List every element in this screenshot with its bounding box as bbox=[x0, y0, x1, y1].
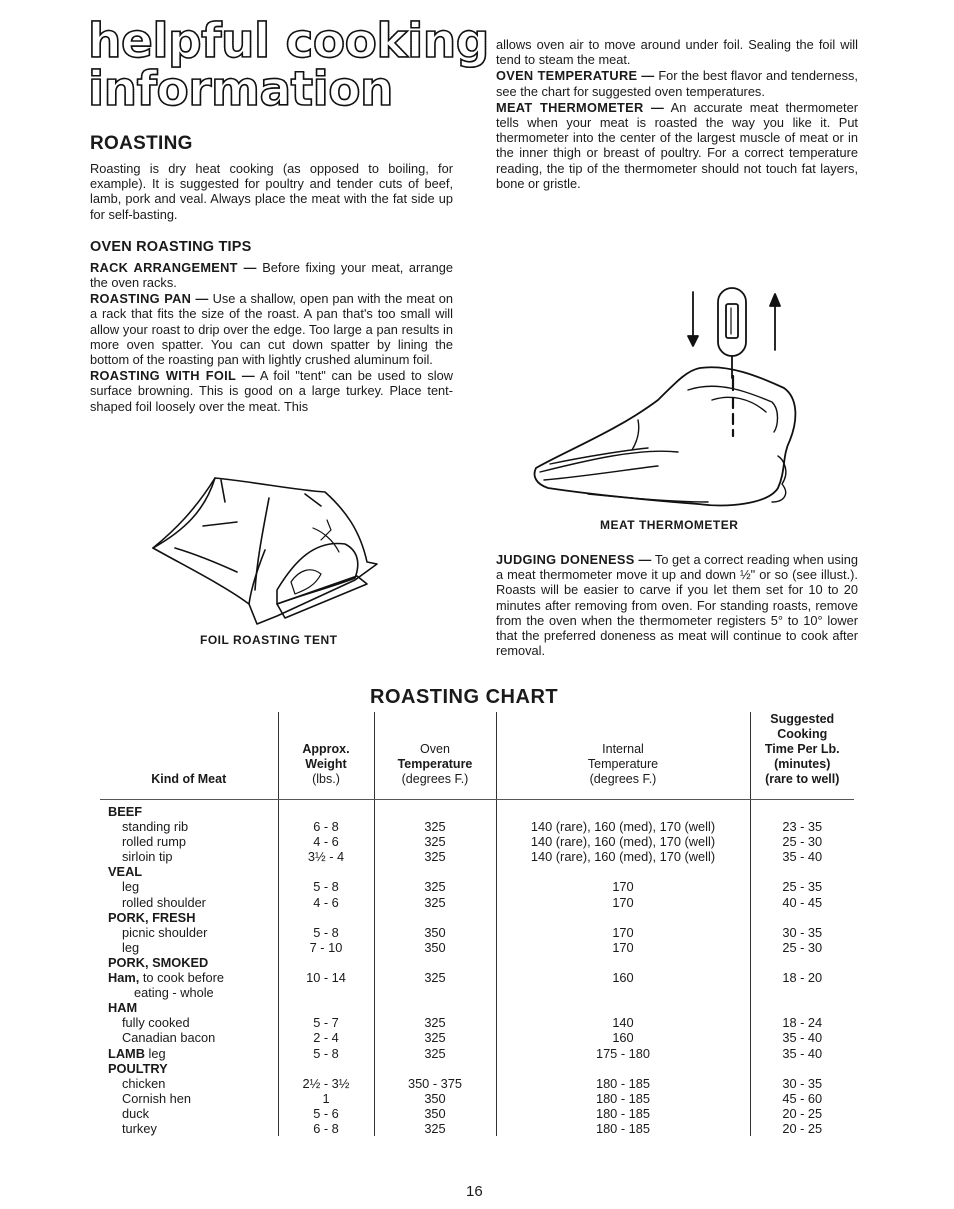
table-row bbox=[100, 819, 854, 834]
table-row bbox=[100, 1076, 854, 1091]
table-row bbox=[100, 1046, 854, 1061]
cell-time: 25 - 35 bbox=[750, 879, 854, 894]
cell-weight: 6 - 8 bbox=[278, 1121, 374, 1136]
cell-weight bbox=[278, 1000, 374, 1015]
cell-internal bbox=[496, 800, 750, 820]
roasting-chart-table bbox=[100, 712, 854, 1136]
cell-oven bbox=[374, 800, 496, 820]
pan-label: ROASTING PAN — bbox=[90, 291, 209, 307]
cell-weight: 5 - 8 bbox=[278, 1046, 374, 1061]
cell-kind: BEEF bbox=[108, 804, 143, 819]
cell-time: 18 - 24 bbox=[750, 1015, 854, 1030]
arrow-up-icon bbox=[770, 294, 780, 306]
table-row bbox=[100, 1121, 854, 1136]
cell-oven bbox=[374, 864, 496, 879]
cell-oven: 325 bbox=[374, 849, 496, 864]
cell-kind bbox=[100, 970, 278, 985]
cell-weight: 4 - 6 bbox=[278, 895, 374, 910]
foil-text: A foil "tent" can be used to slow surface browning. This is good on a large turkey. Place tent-shaped foil loosely over the meat. This bbox=[90, 368, 453, 414]
cell-internal: 180 - 185 bbox=[496, 1106, 750, 1121]
cell-kind bbox=[100, 1046, 278, 1061]
cell-time bbox=[750, 1000, 854, 1015]
cell-oven: 325 bbox=[374, 834, 496, 849]
cell-weight: 7 - 10 bbox=[278, 940, 374, 955]
table-row bbox=[100, 800, 854, 820]
thermo-text: An accurate meat thermometer tells when your meat is roasted the way you like it. Put thermometer into the center of the largest muscle of meat or in the inner thigh or breast of poultry. For a correct temperature reading, the tip of the thermometer should not touch fat layers, bone or gristle. bbox=[496, 99, 858, 191]
cell-time: 20 - 25 bbox=[750, 1106, 854, 1121]
cell-oven: 350 bbox=[374, 925, 496, 940]
header-kind: Kind of Meat bbox=[100, 712, 278, 800]
temp-text: For the best flavor and tenderness, see the chart for suggested oven temperatures. bbox=[496, 68, 858, 99]
foil-tent-caption: FOIL ROASTING TENT bbox=[200, 633, 338, 647]
cell-internal bbox=[496, 910, 750, 925]
table-row bbox=[100, 955, 854, 970]
cell-weight: 5 - 6 bbox=[278, 1106, 374, 1121]
cell-weight bbox=[278, 910, 374, 925]
table-row bbox=[100, 1015, 854, 1030]
header-time: Suggested Cooking Time Per Lb. (minutes) (rare to well) bbox=[750, 712, 854, 800]
table-row bbox=[100, 1061, 854, 1076]
cell-weight bbox=[278, 1061, 374, 1076]
cell-weight: 5 - 7 bbox=[278, 1015, 374, 1030]
pan-paragraph bbox=[90, 291, 453, 367]
table-row bbox=[100, 895, 854, 910]
cell-time: 25 - 30 bbox=[750, 940, 854, 955]
cell-kind: fully cooked bbox=[122, 1015, 190, 1031]
table-row bbox=[100, 985, 854, 1000]
done-label: JUDGING DONENESS — bbox=[496, 552, 652, 567]
cell-time: 18 - 20 bbox=[750, 970, 854, 985]
foil-paragraph bbox=[90, 368, 453, 414]
cell-time: 30 - 35 bbox=[750, 925, 854, 940]
cell-time: 23 - 35 bbox=[750, 819, 854, 834]
chart-title: ROASTING CHART bbox=[370, 686, 559, 708]
cell-internal bbox=[496, 1061, 750, 1076]
roasting-heading: ROASTING bbox=[90, 133, 193, 154]
table-row bbox=[100, 834, 854, 849]
cell-weight: 10 - 14 bbox=[278, 970, 374, 985]
meat-thermometer-illustration bbox=[528, 280, 818, 520]
cell-oven: 350 bbox=[374, 1091, 496, 1106]
cell-kind: Cornish hen bbox=[122, 1090, 192, 1106]
cell-internal: 180 - 185 bbox=[496, 1076, 750, 1091]
cell-internal: 140 (rare), 160 (med), 170 (well) bbox=[496, 834, 750, 849]
cell-kind: POULTRY bbox=[108, 1060, 168, 1076]
cell-time: 25 - 30 bbox=[750, 834, 854, 849]
cell-time bbox=[750, 955, 854, 970]
page-title bbox=[88, 14, 489, 117]
cell-weight: 4 - 6 bbox=[278, 834, 374, 849]
cell-time: 35 - 40 bbox=[750, 849, 854, 864]
cell-internal: 180 - 185 bbox=[496, 1091, 750, 1106]
table-row bbox=[100, 864, 854, 879]
page-title-line1: helpful cooking bbox=[88, 14, 489, 69]
cell-time: 20 - 25 bbox=[750, 1121, 854, 1136]
cell-kind: standing rib bbox=[122, 819, 189, 835]
cell-kind: leg bbox=[122, 939, 140, 955]
cell-kind: duck bbox=[122, 1105, 150, 1121]
cell-internal bbox=[496, 1000, 750, 1015]
cell-oven: 350 - 375 bbox=[374, 1076, 496, 1091]
cell-oven bbox=[374, 985, 496, 1000]
cell-time: 35 - 40 bbox=[750, 1046, 854, 1061]
row-kind-label: LAMB leg bbox=[108, 1045, 166, 1061]
thermo-label: MEAT THERMOMETER — bbox=[496, 99, 665, 115]
cell-internal: 140 bbox=[496, 1015, 750, 1030]
cell-kind: sirloin tip bbox=[122, 849, 173, 865]
cell-kind: rolled shoulder bbox=[122, 894, 206, 910]
table-row bbox=[100, 1030, 854, 1045]
cell-oven: 325 bbox=[374, 879, 496, 894]
tips-heading: OVEN ROASTING TIPS bbox=[90, 238, 252, 255]
cell-kind: eating - whole bbox=[134, 985, 214, 1001]
cell-internal: 175 - 180 bbox=[496, 1046, 750, 1061]
cell-internal: 160 bbox=[496, 970, 750, 985]
table-row bbox=[100, 910, 854, 925]
cell-internal bbox=[496, 955, 750, 970]
pan-text: Use a shallow, open pan with the meat on a rack that fits the size of the roast. A pan that's too small will allow your roast to drip over the edge. Too large a pan results in more oven spatter. You can cut down spatter by lining the bottom of the roasting pan with lightly crushed aluminum foil. bbox=[90, 291, 453, 368]
cell-internal: 160 bbox=[496, 1030, 750, 1045]
cell-oven: 325 bbox=[374, 819, 496, 834]
header-internal: Internal Temperature (degrees F.) bbox=[496, 712, 750, 800]
table-row bbox=[100, 970, 854, 985]
cell-weight: 6 - 8 bbox=[278, 819, 374, 834]
cell-internal bbox=[496, 864, 750, 879]
arrow-down-icon bbox=[688, 336, 698, 346]
cell-time bbox=[750, 910, 854, 925]
cell-weight bbox=[278, 800, 374, 820]
rack-paragraph bbox=[90, 260, 453, 290]
page-number: 16 bbox=[466, 1183, 483, 1200]
cell-internal: 170 bbox=[496, 895, 750, 910]
roasting-intro: Roasting is dry heat cooking (as opposed to boiling, for example). It is suggested for poultry and tender cuts of beef, lamb, pork and veal. Always place the meat with the fat side up for self-basting. bbox=[90, 161, 453, 222]
cell-oven bbox=[374, 955, 496, 970]
right-column bbox=[496, 37, 858, 191]
cell-kind: turkey bbox=[122, 1120, 157, 1136]
cell-kind: PORK, SMOKED bbox=[108, 954, 209, 970]
cell-oven: 325 bbox=[374, 1121, 496, 1136]
table-row bbox=[100, 940, 854, 955]
cell-kind: PORK, FRESH bbox=[108, 909, 196, 925]
cell-kind: Canadian bacon bbox=[122, 1030, 216, 1046]
header-weight: Approx. Weight (lbs.) bbox=[278, 712, 374, 800]
cell-oven: 350 bbox=[374, 940, 496, 955]
cell-time: 35 - 40 bbox=[750, 1030, 854, 1045]
cell-oven bbox=[374, 910, 496, 925]
cell-oven: 350 bbox=[374, 1106, 496, 1121]
table-row bbox=[100, 879, 854, 894]
table-row bbox=[100, 1000, 854, 1015]
cell-time bbox=[750, 800, 854, 820]
cell-internal: 170 bbox=[496, 940, 750, 955]
cell-time bbox=[750, 1061, 854, 1076]
table-row bbox=[100, 925, 854, 940]
table-body bbox=[100, 800, 854, 1137]
table-header-row bbox=[100, 712, 854, 800]
cell-kind: VEAL bbox=[108, 864, 143, 880]
cell-weight: 1 bbox=[278, 1091, 374, 1106]
cell-kind: rolled rump bbox=[122, 834, 187, 850]
cell-weight bbox=[278, 864, 374, 879]
cell-oven bbox=[374, 1061, 496, 1076]
temp-label: OVEN TEMPERATURE — bbox=[496, 68, 655, 84]
table-row bbox=[100, 1091, 854, 1106]
cell-internal: 180 - 185 bbox=[496, 1121, 750, 1136]
cell-weight: 3½ - 4 bbox=[278, 849, 374, 864]
cell-internal: 140 (rare), 160 (med), 170 (well) bbox=[496, 849, 750, 864]
cell-kind: chicken bbox=[122, 1075, 166, 1091]
cell-internal bbox=[496, 985, 750, 1000]
doneness-block bbox=[496, 552, 858, 658]
cell-weight: 2 - 4 bbox=[278, 1030, 374, 1045]
cell-weight bbox=[278, 955, 374, 970]
cell-time bbox=[750, 864, 854, 879]
cell-weight bbox=[278, 985, 374, 1000]
cell-internal: 170 bbox=[496, 879, 750, 894]
cell-oven: 325 bbox=[374, 1015, 496, 1030]
table-row bbox=[100, 1106, 854, 1121]
cell-time: 40 - 45 bbox=[750, 895, 854, 910]
cell-internal: 170 bbox=[496, 925, 750, 940]
foil-tent-illustration bbox=[145, 470, 385, 630]
left-column bbox=[90, 133, 453, 414]
foil-continued: allows oven air to move around under foil. Sealing the foil will tend to steam the meat. bbox=[496, 37, 858, 68]
cell-oven bbox=[374, 1000, 496, 1015]
header-oven: Oven Temperature (degrees F.) bbox=[374, 712, 496, 800]
cell-kind: HAM bbox=[108, 1000, 138, 1016]
foil-label: ROASTING WITH FOIL — bbox=[90, 368, 255, 384]
rack-label: RACK ARRANGEMENT — bbox=[90, 259, 257, 275]
thermometer-head bbox=[718, 288, 746, 356]
cell-time bbox=[750, 985, 854, 1000]
cell-internal: 140 (rare), 160 (med), 170 (well) bbox=[496, 819, 750, 834]
cell-weight: 2½ - 3½ bbox=[278, 1076, 374, 1091]
cell-oven: 325 bbox=[374, 970, 496, 985]
done-paragraph bbox=[496, 552, 858, 658]
rack-text: Before fixing your meat, arrange the oven racks. bbox=[90, 259, 453, 291]
cell-oven: 325 bbox=[374, 1030, 496, 1045]
cell-weight: 5 - 8 bbox=[278, 925, 374, 940]
cell-time: 30 - 35 bbox=[750, 1076, 854, 1091]
temp-paragraph bbox=[496, 68, 858, 98]
done-text: To get a correct reading when using a meat thermometer move it up and down ½" or so (see illust.). Roasts will be easier to carve if you let them set for 10 to 20 minutes after removing from oven. For standing roasts, remove from the oven when the thermometer registers 5° to 10° lower that the preferred doneness as meat will continue to cook after removal. bbox=[496, 552, 858, 659]
cell-oven: 325 bbox=[374, 1046, 496, 1061]
thermo-paragraph bbox=[496, 100, 858, 191]
page-title-line2: information bbox=[88, 62, 394, 117]
table-row bbox=[100, 849, 854, 864]
row-kind-label: Ham, to cook before bbox=[108, 970, 224, 986]
cell-weight: 5 - 8 bbox=[278, 879, 374, 894]
thermometer-caption: MEAT THERMOMETER bbox=[600, 518, 739, 532]
cell-kind: picnic shoulder bbox=[122, 924, 208, 940]
cell-oven: 325 bbox=[374, 895, 496, 910]
cell-time: 45 - 60 bbox=[750, 1091, 854, 1106]
cell-kind: leg bbox=[122, 879, 140, 895]
